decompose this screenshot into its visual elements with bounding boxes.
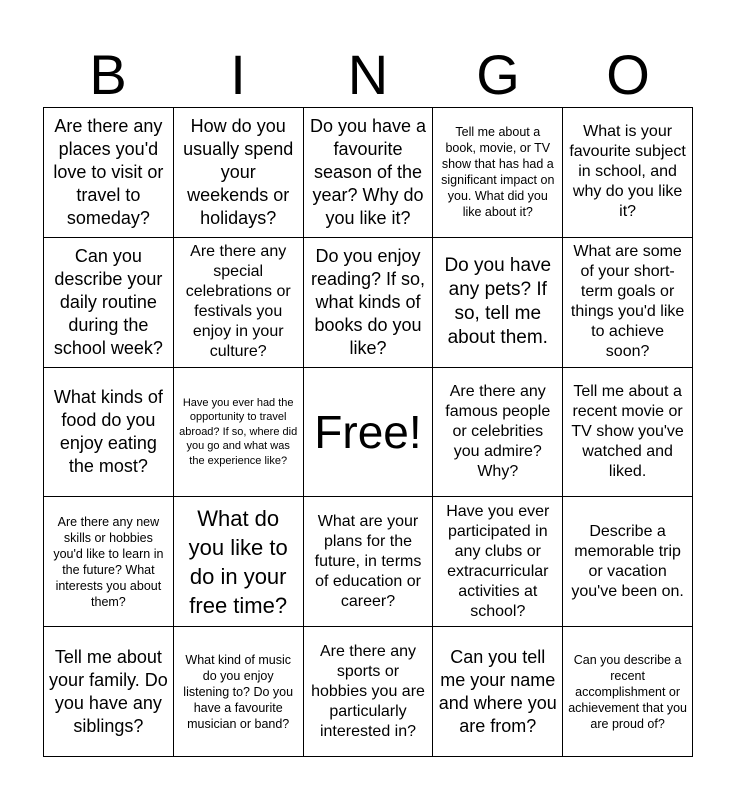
bingo-cell[interactable]: [44, 108, 174, 238]
cell-text: Are there any places you'd love to visit or travel to someday?: [53, 115, 164, 228]
cell-text: Do you enjoy reading? If so, what kinds of books do you like?: [310, 245, 426, 358]
cell-text: Can you describe a recent accomplishment or achievement that you are proud of?: [568, 652, 688, 731]
bingo-cell[interactable]: [563, 238, 693, 368]
bingo-cell[interactable]: [44, 497, 174, 627]
cell-text: Are there any special celebrations or festivals you enjoy in your culture?: [185, 243, 291, 361]
cell-text: How do you usually spend your weekends or holidays?: [183, 115, 294, 228]
bingo-cell[interactable]: [174, 108, 304, 238]
bingo-cell[interactable]: [44, 238, 174, 368]
free-space-cell[interactable]: [304, 368, 434, 498]
bingo-cell[interactable]: [174, 368, 304, 498]
cell-text: What are some of your short-term goals or things you'd like to achieve soon?: [570, 243, 685, 361]
cell-text: What kinds of food do you enjoy eating the most?: [53, 386, 163, 476]
cell-text: Do you have any pets? If so, tell me about them.: [444, 255, 552, 349]
cell-text: Can you describe your daily routine during the school week?: [53, 245, 163, 358]
cell-text: Do you have a favourite season of the year? Why do you like it?: [309, 115, 427, 228]
bingo-cell[interactable]: [563, 497, 693, 627]
cell-text: What is your favourite subject in school, and why do you like it?: [569, 123, 686, 221]
cell-text: Have you ever had the opportunity to travel abroad? If so, where did you go and what was the experience like?: [179, 396, 298, 467]
bingo-cell[interactable]: [433, 627, 563, 757]
bingo-cell[interactable]: [563, 627, 693, 757]
bingo-cell[interactable]: [563, 368, 693, 498]
cell-text: Tell me about a recent movie or TV show you've watched and liked.: [571, 382, 684, 480]
cell-text: Are there any famous people or celebrities you admire? Why?: [445, 382, 551, 480]
header-letter-n: N: [347, 43, 389, 106]
bingo-cell[interactable]: [44, 368, 174, 498]
header-letter-g: G: [476, 43, 520, 106]
bingo-cell[interactable]: [433, 238, 563, 368]
bingo-cell[interactable]: [174, 627, 304, 757]
bingo-cell[interactable]: [174, 238, 304, 368]
header-letter-b: B: [89, 43, 127, 106]
bingo-cell[interactable]: [304, 108, 434, 238]
cell-text: What kind of music do you enjoy listening to? Do you have a favourite musician or band?: [183, 652, 294, 731]
bingo-cell[interactable]: [563, 108, 693, 238]
bingo-cell[interactable]: [433, 108, 563, 238]
header-letter-i: I: [230, 43, 246, 106]
cell-text: Describe a memorable trip or vacation you've been on.: [571, 522, 684, 600]
header-letter-o: O: [606, 43, 650, 106]
bingo-cell[interactable]: [174, 497, 304, 627]
cell-text: Can you tell me your name and where you are from?: [438, 646, 557, 736]
cell-text: Are there any new skills or hobbies you'd like to learn in the future? What interests you about them?: [53, 514, 164, 609]
free-space-label: Free!: [314, 405, 422, 458]
bingo-cell[interactable]: [44, 627, 174, 757]
cell-text: Tell me about a book, movie, or TV show that has had a significant impact on you. What did you like about it?: [441, 125, 555, 220]
bingo-cell[interactable]: [304, 627, 434, 757]
cell-text: Tell me about your family. Do you have any siblings?: [49, 646, 168, 736]
bingo-cell[interactable]: [304, 238, 434, 368]
cell-text: What are your plans for the future, in terms of education or career?: [314, 512, 422, 610]
bingo-card-grid: [43, 107, 693, 757]
cell-text: Have you ever participated in any clubs or extracurricular activities at school?: [446, 502, 550, 620]
bingo-cell[interactable]: [304, 497, 434, 627]
cell-text: Are there any sports or hobbies you are particularly interested in?: [311, 642, 425, 740]
bingo-cell[interactable]: [433, 368, 563, 498]
bingo-cell[interactable]: [433, 497, 563, 627]
bingo-header: [43, 42, 693, 108]
cell-text: What do you like to do in your free time?: [188, 505, 288, 618]
